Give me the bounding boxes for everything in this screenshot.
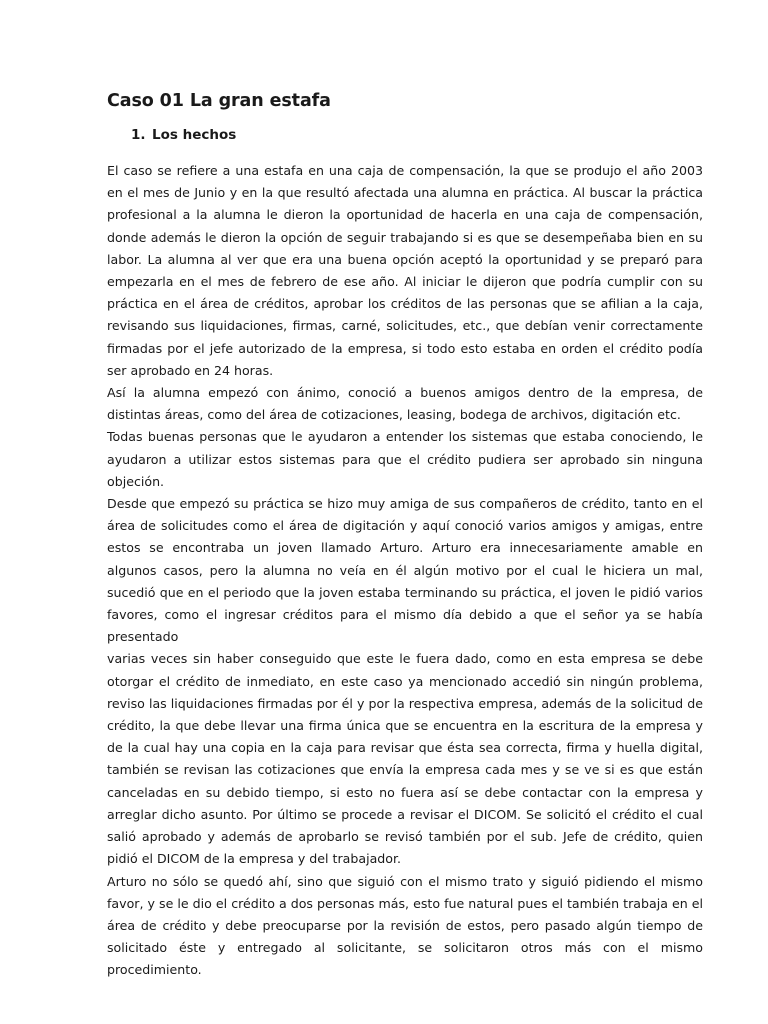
section-heading-text: Los hechos bbox=[152, 127, 237, 143]
paragraph-3: Todas buenas personas que le ayudaron a entender los sistemas que estaba conociendo, le ayudaron a utilizar estos sistemas para que el crédito pudiera ser aprobado sin ninguna objeción. bbox=[107, 429, 703, 489]
body-text bbox=[107, 160, 703, 982]
paragraph-1: El caso se refiere a una estafa en una caja de compensación, la que se produjo el año 2003 en el mes de Junio y en la que resultó afectada una alumna en práctica. Al buscar la práctica profesional a la alumna le dieron la oportunidad de hacerla en una caja de compensación, donde además le dieron la opción de seguir trabajando si es que se desempeñaba bien en su labor. La alumna al ver que era una buena opción aceptó la oportunidad y se preparó para empezarla en el mes de febrero de ese año. Al iniciar le dijeron que podría cumplir con su práctica en el área de créditos, aprobar los créditos de las personas que se afilian a la caja, revisando sus liquidaciones, firmas, carné, solicitudes, etc., que debían venir correctamente firmadas por el jefe autorizado de la empresa, si todo esto estaba en orden el crédito podía ser aprobado en 24 horas. bbox=[107, 163, 703, 378]
document-title: Caso 01 La gran estafa bbox=[107, 91, 331, 111]
paragraph-2: Así la alumna empezó con ánimo, conoció a buenos amigos dentro de la empresa, de distintas áreas, como del área de cotizaciones, leasing, bodega de archivos, digitación etc. bbox=[107, 385, 703, 423]
paragraph-4: Desde que empezó su práctica se hizo muy amiga de sus compañeros de crédito, tanto en el área de solicitudes como el área de digitación y aquí conoció varios amigos y amigas, entre estos se encontraba un joven llamado Arturo. Arturo era innecesariamente amable en algunos casos, pero la alumna no veía en él algún motivo por el cual le hiciera un mal, sucedió que en el periodo que la joven estaba terminando su práctica, el joven le pidió varios favores, como el ingresar créditos para el mismo día debido a que el señor ya se había presentado bbox=[107, 496, 703, 645]
document-page bbox=[107, 88, 703, 982]
section-heading bbox=[131, 126, 703, 144]
section-number: 1. bbox=[131, 127, 146, 143]
paragraph-6: Arturo no sólo se quedó ahí, sino que siguió con el mismo trato y siguió pidiendo el mismo favor, y se le dio el crédito a dos personas más, esto fue natural pues el también trabaja en el área de crédito y debe preocuparse por la revisión de estos, pero pasado algún tiempo de solicitado éste y entregado al solicitante, se solicitaron otros más con el mismo procedimiento. bbox=[107, 873, 703, 978]
paragraph-5: varias veces sin haber conseguido que este le fuera dado, como en esta empresa se debe otorgar el crédito de inmediato, en este caso ya mencionado accedió sin ningún problema, reviso las liquidaciones firmadas por él y por la respectiva empresa, además de la solicitud de crédito, la que debe llevar una firma única que se encuentra en la escritura de la empresa y de la cual hay una copia en la caja para revisar que ésta sea correcta, firma y huella digital, también se revisan las cotizaciones que envía la empresa cada mes y se ve si es que están canceladas en su debido tiempo, si esto no fuera así se debe contactar con la empresa y arreglar dicho asunto. Por último se procede a revisar el DICOM. Se solicitó el crédito el cual salió aprobado y además de aprobarlo se revisó también por el sub. Jefe de crédito, quien pidió el DICOM de la empresa y del trabajador. bbox=[107, 651, 703, 867]
